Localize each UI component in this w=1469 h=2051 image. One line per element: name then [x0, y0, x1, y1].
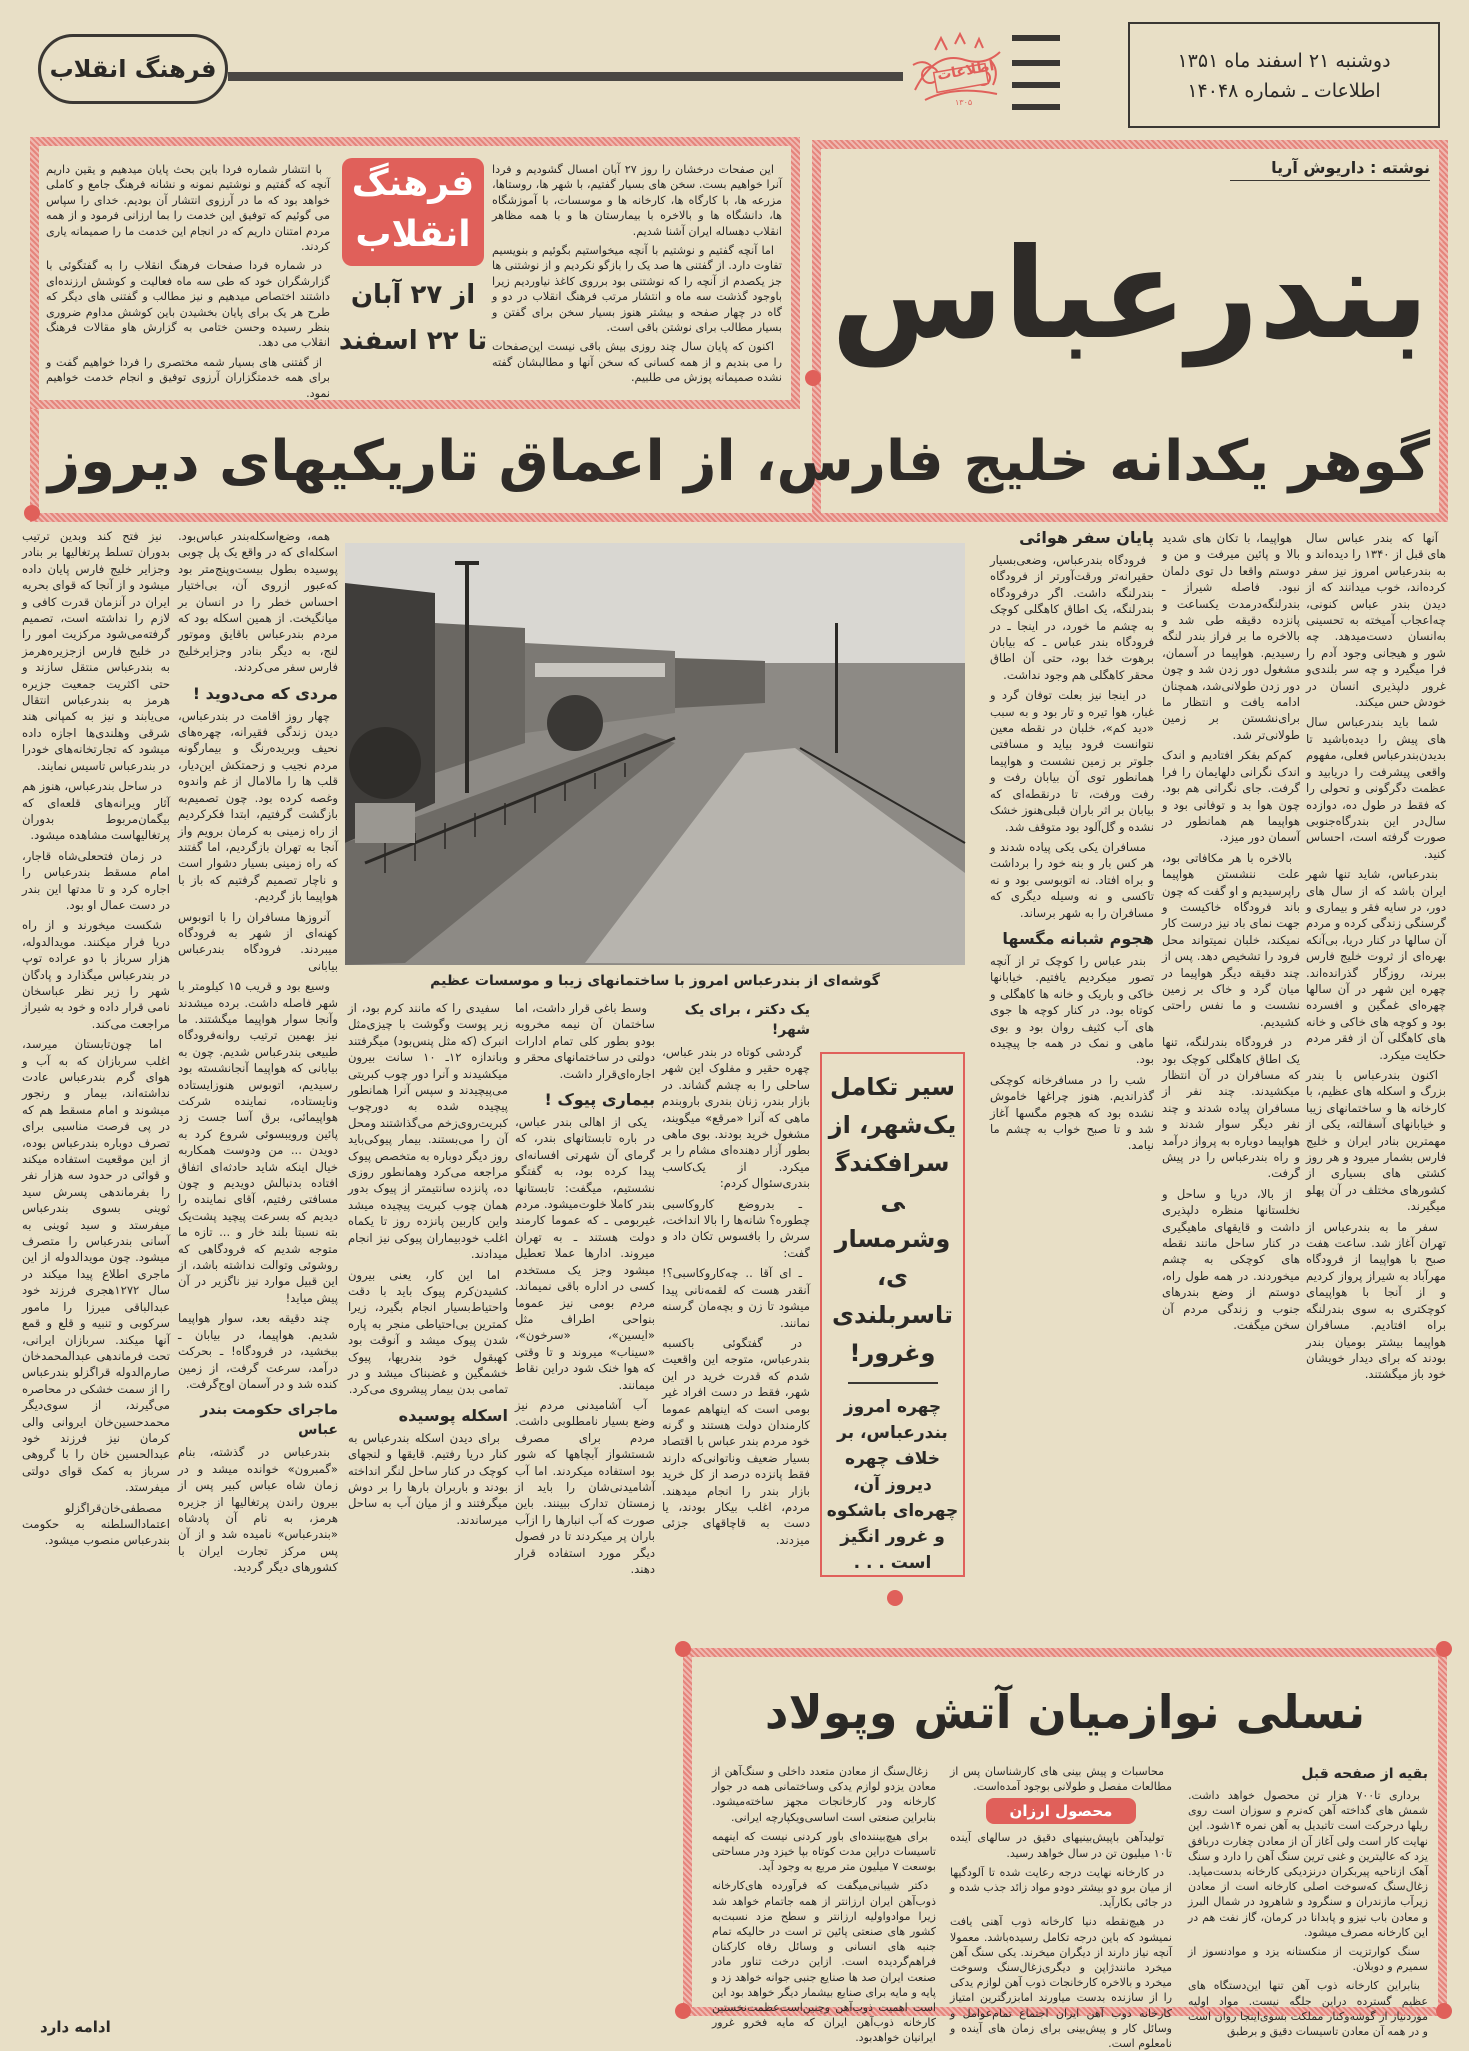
paragraph: بندر عباس را کوچک تر از آنچه تصور میکردیم یافتیم. خیابانها خاکی و باریک و خانه ها کاهگلی و کوتاه بود. در کنار کوچه ها جوی های آب کثیف روان بود و بوی ماهی و نمک در همه جا پیچیده بود.	[990, 953, 1154, 1067]
byline	[1230, 158, 1430, 181]
paragraph: در زمان فتحعلی‌شاه قاجار، امام مسقط بندرعباس را اجاره کرد و تا مدتها این بندر در دست عمال او بود.	[22, 848, 170, 912]
article-column	[1162, 530, 1300, 1610]
article-column	[348, 1000, 508, 2012]
paragraph: نیز فتح کند وبدین ترتیب بدوران تسلط پرتغالیها بر بنادر وجزایر خلیج فارس پایان داده میشود و از آنجا که قوای بحریه ایران در آنزمان قدرت کافی و لازم را نداشته است، تصمیم گرفته‌می‌شود مرکزیت امور را در خلیج فارس ازجزیره‌هرمز به بندرعباس منتقل سازند و حتی اکثریت جمعیت جزیره هرمز به بندرعباس انتقال می‌یابند و نیز به کمپانی هند شرقی وهلندی‌ها اجازه داده میشود که تجارتخانه‌های خودرا در بندرعباس تاسیس نمایند.	[22, 529, 170, 773]
masthead-bar	[1012, 82, 1060, 88]
paragraph: بندرعباس در گذشته، بنام «گمبرون» خوانده میشد و در زمان شاه عباس کبیر پس از بیرون راندن پرتغالیها از جزیره هرمز، به نام آن پادشاه «بندرعباس» نامیده شد و از آن پس مرکز تجارت ایران با کشورهای دیگر گردید.	[178, 1445, 338, 1575]
paragraph: مصطفی‌خان‌قراگزلو اعتمادالسلطنه به حکومت بندرعباس منصوب میشود.	[22, 1500, 170, 1548]
section-badge-label: فرهنگ انقلاب	[49, 55, 217, 83]
column-heading: پایان سفر هوائی	[1019, 528, 1154, 547]
paragraph: در گفتگوئی باکسبه بندرعباس، متوجه این واقعیت شدم که قدرت خرید در این شهر، فقط در دست افراد غیر بومی است که اینهاهم عموما کارمندان دولت هستند و گرنه خود مردم بندر عباس با اقتصاد بسیار ضعیف وناتوانی‌که دارند فقط پانزده درصد از کل خرید بازار بندر را انجام میدهند. مردم، اغلب بیکار بودند، یا دست به قاچاقهای جزئی میزدند.	[662, 1335, 810, 1547]
paragraph: شب را در مسافرخانه کوچکی گذراندیم. هنوز چراغها خاموش نشده بود که هجوم مگسها آغاز شد و تا صبح خواب به چشم ما نیامد.	[990, 1072, 1154, 1153]
article-column	[515, 1000, 655, 2012]
paragraph: برداری تا۷۰۰ هزار تن محصول خواهد داشت. شمش های گداخته آهن که‌نرم و سوزان است روی ریلها درحرکت است تاتبدیل به آهن نمره ۱۴شود. این نهایت کار است ولی آغاز آن از معادن چغارت دربافق یزد که عالیترین و غنی ترین سنگ آهن را دارد و سنگ آهک ازناحیه پیربکران در‌نزدیکی کارخانه بدست‌میاید. زغال‌سنگ که‌سوخت اصلی کارخانه است از معادن زیرآب مازندران و سنگرود و شاهرود در شمال البرز و معادن باب نیزو و پابدانا در کرمان، گاز نفت هم در این کارخانه مصرف میشود.	[1188, 1789, 1428, 1939]
steel-column-left	[712, 1764, 936, 2045]
paragraph: آنها که بندر عباس سال های قبل از ۱۳۴۰ را دیده‌اند و به بندرعباس امروز نیز سفر کرده‌اند، خوب میدانند که از دیدن بندر عباس کنونی، چه‌اعجاب آمیخته به تحسینی به‌انسان دست‌میدهد. چه شور و هیجانی وجود آدم را فرا میگیرد و چه سر بلندی‌و غرور دلپذیری انسان در خودش حس میکند.	[1306, 531, 1446, 710]
paragraph: فرودگاه بندرعباس، وضعی‌بسیار حقیرانه‌تر ورقت‌آورتر از فرودگاه بندرلنگه داشت. اگر درفرودگاه بندرلنگه، یک اطاق کاهگلی کوچک به چشم ما خورد، در اینجا ـ در فرودگاه بندر عباس ـ که بیابان برهوت خدا بود، حتی آن اطاق محقر کاهگلی هم وجود نداشت.	[990, 553, 1154, 682]
paragraph: کم‌کم بفکر افتادیم و اندک اندک نگرانی دلهایمان را فرا گرفت. جای نگرانی هم بود. چون هوا بد و توفانی بود و هواپیما هم همانطور در آسمان دور میزد.	[1162, 748, 1300, 845]
logo-year: ۱۳۰۵	[955, 98, 973, 107]
paragraph: در کارخانه نهایت درجه رعایت شده تا آلودگیها از میان برو دو بیشتر دودو مواد زائد جذب شده و در جائی بکارآید.	[950, 1865, 1172, 1910]
date-box	[1128, 22, 1440, 128]
intro-paragraph: با انتشار شماره فردا باین بحث پایان میدهیم و یقین داریم آنچه که گفتیم و نوشتیم نمونه و نشانه فرهنگ جامع و کاملی خواهد بود که ما در آرزوی انتشار آن بودیم. خدای را سپاس می گوئیم که توفیق این خدمت را بما ارزانی فرمود و از همه مردم امتنان داریم که در انجام این خدمت ما را صمیمانه یاری کردند.	[46, 163, 330, 254]
intro-paragraph: در شماره فردا صفحات فرهنگ انقلاب را به گفتگوئی با گزارشگران خود که طی سه ماه فعالیت و کوشش ارزنده‌ای داشتند اختصاص میدهیم و نیز مطالب و گفتنی های دیگر که طرح هر یک برای پایان بخشیدن باین کوشش مداوم ضروری بنظر رسیده وحسن ختامی به گزارش هاو مقالات فرهنگ انقلاب می دهد.	[46, 259, 330, 350]
street-photo	[345, 543, 965, 965]
paragraph: وسط باغی قرار داشت، اما ساختمان آن نیمه مخروبه بودو بطور کلی تمام ادارات دولتی در ساختمانهای محقر و اجاره‌ای‌قرار داشت.	[515, 1001, 655, 1081]
article-title: بندرعباس	[831, 222, 1429, 367]
frame-corner-dot	[1436, 1641, 1452, 1657]
paragraph: زغال‌سنگ از معادن متعدد داخلی و سنگ‌آهن از معادن یزدو لوازم یدکی وساختمانی همه در جوار کارخانه ودر کارخانجات مجهز ساخته‌میشود. بنابراین صنعتی است اساسی‌ویکپارچه ایرانی.	[712, 1765, 936, 1824]
intro-paragraph: اکنون که پایان سال چند روزی بیش باقی نیست این‌صفحات را می بندیم و از همه کسانی که سخن آنها و مطالبشان گفته نشده صمیمانه پوزش می طلبیم.	[492, 340, 782, 385]
highlight-deck: چهره امروز بندرعباس، بر خلاف چهره دیروز آن، چهره‌ای باشکوه و غرور انگیز است . . .	[826, 1396, 959, 1573]
intro-badge	[342, 158, 484, 266]
steel-column-right	[1188, 1764, 1428, 2039]
paragraph: مسافران یکی یکی پیاده شدند و هر کس بار و بنه خود را برداشت و براه افتاد. نه اتوبوسی بود و نه تاکسی و نه وسیله دیگری که مسافران را به شهر برساند.	[990, 839, 1154, 920]
column-heading: یک دکتر ، برای یک شهر!	[684, 1002, 810, 1038]
highlight-divider	[848, 1382, 938, 1384]
article-column	[990, 528, 1154, 1610]
intro-badge-line2: انقلاب	[355, 214, 471, 255]
paragraph: در هیچ‌نقطه دنیا کارخانه ذوب آهنی یافت نمیشود که باین درجه تکامل رسیده‌باشد. معمولا آنچه نیاز دارند از دیگران میخرند. یکی سنگ آهن میخرد مانندژاپن و دیگری‌زغال‌سنگ وسوخت میخرد و بالاخره کارخانجات ذوب آهن لوازم یدکی را از سازنده بدست میاورند امابزرگترین امتیاز کارخانه ذوب آهن ایران اجتماع تمام‌عوامل و وسائل کار و پیش‌بینی برای زمان های آینده و نامعلوم است.	[950, 1915, 1172, 2051]
paragraph: محاسبات و پیش بینی های کارشناسان پس از مطالعات مفصل و طولانی بوجود آمده‌است.	[950, 1765, 1172, 1794]
intro-paragraph: این صفحات درخشان را روز ۲۷ آبان امسال گشودیم و فردا آنرا خواهیم بست. سخن های بسیار گفتیم، با شهر ها، روستاها، مزرعه ها، با کارگاه ها، کارخانه ها و موسسات، با آموزشگاه ها، دانشگاه ها و بالاخره با بیمارستان ها و با همه مظاهر انقلاب دهساله ایران آشنا شدیم.	[492, 163, 782, 238]
paragraph: در اینجا نیز بعلت توفان گرد و غبار، هوا تیره و تار بود و به سبب «دید کم»، خلبان در نقطه معین نتوانست فرود بیاید و مسافتی جلوتر بر زمین نشست و هواپیما همانطور توی آن بیابان رفت و رفت ورفت، تا درنقطه‌ای که بیابان بر اثر باران قبلی‌هنوز خشک نشده و گل‌آلود بود متوقف شد.	[990, 688, 1154, 834]
paragraph: اکنون بندرعباس با بندر بزرگ و اسکله های عظیم، با کارخانه ها و ساختمانهای زیبا و خیابانهای آسفالته، یکی از مهمترین بنادر ایران و خلیج فارس بشمار میرود و هر روز کشتی های بسیاری از کشورهای مختلف در آن پهلو میگیرند.	[1306, 1068, 1446, 1214]
frame-corner-dot	[805, 370, 821, 386]
column-heading: اسکله پوسیده	[398, 1405, 508, 1425]
steel-column-middle	[950, 1764, 1172, 2051]
frame-corner-dot	[24, 505, 40, 521]
cheap-product-subheading	[986, 1798, 1136, 1824]
intro-paragraph: از گفتنی های بسیار شمه مختصری را فردا خواهیم گفت و برای همه خدمتگزاران آرزوی توفیق و انجام خدمت خواهیم نمود.	[46, 355, 330, 400]
paragraph: اما چون‌تابستان میرسد، اغلب سربازان که به آب و هوای گرم بندرعباس عادت نداشته‌اند، بیمار و رنجور میشوند و امام مسقط هم که در پی فرصت مناسبی برای تصرف دوباره بندرعباس بوده، از این موقعیت استفاده میکند و قوائی در حدود سه هزار نفر را بفرماندهی پسرش سید ثوینی بسوی بندرعباس میفرستد و سید ثوینی به آسانی بندرعباس را متصرف میشود. چون مویدالدوله از این ماجری اطلاع پیدا میکند در سال ۱۲۷۲هجری فرزند خود عبدالباقی میرزا را مامور سرکوبی و تنبیه و قلع و قمع آنها میکند. سربازان ایرانی، تحت فرماندهی عبدالمحمدخان صارم‌الدوله قراگزلو بندرعباس را از سمت خشکی در محاصره می‌گیرند، از سوی‌دیگر محمدحسین‌خان ایروانی والی کرمان نیز فرزند خود عبدالحسین خان را با گروهی سرباز به کمک قوای دولتی میفرستد.	[22, 1037, 171, 1495]
logo-text: اطلاعات	[936, 58, 996, 84]
paragraph: شکست میخورند و از راه دریا فرار میکنند. مویدالدوله، هزار سرباز با دو عراده توپ در بندرعباس میگذارد و پادگان شهر را زیر نظر عباسخان نامی قرار داده و خود به شیراز مراجعت می‌کند.	[22, 918, 170, 1031]
masthead-bar	[1012, 60, 1060, 66]
column-heading: ماجرای حکومت بندر عباس	[200, 1402, 338, 1439]
photo-caption: گوشه‌ای از بندرعباس امروز با ساختمانهای زیبا و موسسات عظیم	[430, 973, 880, 989]
street-photo-image	[345, 543, 965, 965]
paragraph: از بالا، دریا و ساحل و نخلستانها منظره دلپذیری داشت و قایقهای ماهیگیری در کنار ساحل مانند نقطه های کوچکی به چشم میخوردند. در همه طول راه، دوستم از وضع بندرهای جنوب و زندگی مردم آن سخن میگفت.	[1162, 1186, 1300, 1333]
issue-line: اطلاعات ـ شماره ۱۴۰۴۸	[1187, 80, 1381, 102]
paragraph: بالاخره با هر مکافاتی بود، علت ننشستن هواپیما راپرسیدیم و او گفت که چون باند فرودگاه خاکیست و جهت نمای باد نیز درست کار نمیکند، خلبان نمیتواند محل فرود را تشخیص دهد. پس از چند دقیقه دیگر هواپیما در میان گرد و خاک بر زمین نشست و ما نفس راحتی کشیدیم.	[1162, 850, 1300, 1029]
article-subtitle: گوهر یکدانه خلیج فارس، از اعماق تاریکیهای دیروز	[47, 429, 1431, 494]
byline-text: نوشته : داریوش آریا	[1271, 158, 1430, 177]
highlight-headline: سیر تکامل یک‌شهر، از سرافکندگی وشرمساری، تاسربلندی وغرور!	[828, 1073, 957, 1367]
paragraph: دکتر شیبانی‌میگفت که فرآورده های‌کارخانه ذوب‌آهن ایران ارزانتر از همه جاتمام خواهد شد زیرا موادواولیه ارزانتر و سطح مزد نسبت‌به کشور های صنعتی پائین تر است در حالیکه تمام جنبه های انسانی و وسائل رفاه کارکنان فراهم‌گردیده است. ازاین درخت تناور مادر صنعت ایران صد ها صنایع جنبی جوانه خواهد زد و پایه و مایه برای صنایع بیشمار دیگر خواهد بود این است اهمیت ذوب‌آهن وچنین‌است‌عظمت‌نخستین کارخانه ذوب‌آهن ایران که مایه فخرو غرور ایرانیان خواهدبود.	[712, 1879, 936, 2045]
intro-paragraph: اما آنچه گفتیم و نوشتیم با آنچه میخواستیم بگوئیم و بنویسیم تفاوت دارد. از گفتنی ها صد یک را بازگو نکردیم و از نوشتنی ها جز یکصدم از آنچه را که نوشتنی بود برروی کاغذ نیاوردیم زیرا باوجود گذشت سه ماه و انتشار مرتب فرهنگ انقلاب در دو و گاه در چهار صفحه و بیشتر هنوز بسیار سخن برای گفتن و بسیار مطالب برای نوشتن باقی است.	[492, 244, 782, 335]
paragraph: شما باید بندرعباس سال های پیش را دیده‌باشید تا بدیدن‌بندرعباس فعلی، مفهوم واقعی پیشرفت را دریابید و عظمت دگرگونی و تحولی را که فقط در طول ده، دوازده سال‌در این بندرگاه‌جنوبی صورت گرفته است، احساس کنید.	[1306, 715, 1446, 861]
paragraph: ـ ای آقا .. چه‌کاروکاسبی؟! آنقدر هست که لقمه‌نانی پیدا میشود تا زن و بچه‌مان گرسنه نمانند.	[662, 1266, 810, 1330]
frame-corner-dot	[675, 2003, 691, 2019]
date-line: دوشنبه ۲۱ اسفند ماه ۱۳۵۱	[1177, 50, 1391, 72]
article-column	[178, 528, 338, 2012]
intro-left-text	[46, 162, 330, 398]
paragraph: بنابراین کارخانه ذوب آهن تنها این‌دستگاه های عظیم گسترده دراین جلگه نیست. مواد اولیه موردنیاز از گوشه‌وکنار مملکت بسوی‌اینجا روان است و در همه آن معادن تاسیسات دقیق و برطبق	[1188, 1979, 1428, 2039]
highlight-box	[820, 1052, 965, 1577]
article-column	[1306, 530, 1446, 1610]
column-heading: مردی که می‌دوید !	[192, 683, 338, 703]
article-column	[662, 1000, 810, 1612]
continued-label: ادامه دارد	[40, 2018, 111, 2036]
paragraph: آب آشامیدنی مردم نیز وضع بسیار نامطلوبی داشت. مردم برای مصرف شستشواز آبچاهها که شور بود استفاده میکردند. اما آب آشامیدنی‌شان را باید از زمستان تدارک ببینند. باین صورت که آب انبارها را ازآب باران پر میکردند تا در فصول دیگر مورد استفاده قرار دهند.	[515, 1397, 655, 1576]
continued-from-heading: بقیه از صفحه قبل	[1301, 1766, 1428, 1782]
section-badge	[38, 34, 228, 104]
range-line1: از ۲۷ آبان	[350, 280, 476, 310]
paragraph: در ساحل بندرعباس، هنوز هم آثار ویرانه‌های قلعه‌ای که بیگمان‌مربوط بدوران پرتغالیهاست مشاهده میشود.	[22, 779, 170, 843]
paragraph: سفیدی را که مانند کرم بود، از زیر پوست وگوشت با چیزی‌مثل انبرک (که مثل پنس‌بود) میگرفتند وباندازه ۱۲ـ ۱۰ سانت بیرون میکشیدند و آنرا دور چوب کبریتی می‌پیچیدند و سپس آنرا همانطور پیچیده شده به دورچوب کبریت‌روی‌زخم می‌گذاشتند ومحل آن را می‌بستند. بیمار پیوکی‌باید روز دیگر دوباره به متخصص پیوک مراجعه می‌کرد وهمانطور روزی ده، پانزده سانتیمتر از پیوک بدور همان چوب کبریت پیچیده میشد واین کاربین پانزده روز تا یکماه اغلب خودبیماران پیوکی نیز انجام میدادند.	[348, 1001, 508, 1262]
paragraph: ـ بدروضع کاروکاسبی چطوره؟ شانه‌ها را بالا انداخت، سرش را بافسوس تکان داد و گفت:	[662, 1196, 810, 1260]
masthead-bar	[1012, 35, 1060, 41]
frame-corner-dot	[675, 1641, 691, 1657]
masthead-bar	[1012, 104, 1060, 110]
column-heading: بیماری پیوک !	[544, 1090, 655, 1110]
paragraph: چهار روز اقامت در بندرعباس، دیدن زندگی فقیرانه، چهره‌های نحیف وبریده‌رنگ و بیمارگونه مردم نجیب و زحمتکش این‌دیار، قلب ها را مالامال از غم واندوه وغصه کرده بود. چون تصمیم‌به بازگشت گرفتیم، ابتدا فکرکردیم از راه زمینی به کرمان برویم واز آنجا به تهران بازگردیم، اما گفتند که راه زمینی بسیار دشوار است و ناچار تصمیم گرفتیم که باز با هواپیما باز گردیم.	[178, 708, 338, 904]
intro-date-range	[338, 272, 488, 364]
paragraph: سنگ کوارتزیت از منکستانه یزد و موادنسوز از سمیرم و دوبلان.	[1188, 1945, 1428, 1974]
paragraph: یکی از اهالی بندر عباس، در باره تابستانهای بندر، که گرمای آن شهرتی افسانه‌ای پیدا کرده بود، به گفتگو نشستیم، میگفت: تابستانها بندر کاملا خلوت‌میشود. مردم غیربومی ـ که عموما کارمند دولت هستند ـ به تهران میروند. ادارها عملا تعطیل میشود وجز یک مستخدم کسی در اداره باقی نمیماند. مردم بومی نیز عموما بنواحی اطراف مثل «ایسین»، «سرخون»، «سیناب» میروند و تا وقتی که هوا خنک شود دراین نقاط میمانند.	[515, 1115, 655, 1392]
paragraph: در فرودگاه بندرلنگه، تنها یک اطاق کاهگلی کوچک بود که مسافران در آن انتظار میکشیدند. چند نفر از مسافران پیاده شدند و چند نفر دیگر سوار شدند و هواپیما دوباره به پرواز درآمد و راه بندرعباس را در پیش گرفت.	[1162, 1035, 1300, 1181]
paragraph: برای دیدن اسکله بندرعباس به کنار دریا رفتیم. قایقها و لنجهای کوچک در کنار ساحل لنگر انداخته بودند و باربران بارها را بر دوش میگرفتند و از میان آب به ساحل میرساندند.	[348, 1430, 508, 1527]
paragraph: تولیدآهن باپیش‌بینیهای دقیق در سالهای آینده تا۱۰ میلیون تن در سال خواهد رسید.	[950, 1831, 1172, 1860]
paragraph: برای هیچ‌بیننده‌ای باور کردنی نیست که اینهمه تاسیسات دراین مدت کوتاه بپا خیزد ودر مساحتی بوسعت ۷ میلیون متر مربع به وجود آید.	[712, 1829, 936, 1874]
paragraph: سفر ما به بندرعباس از تهران آغاز شد. ساعت هفت صبح با هواپیما از فرودگاه مهرآباد به شیراز پرواز کردیم و از آنجا با هواپیمای کوچکتری به سوی بندرلنگه براه افتادیم. مسافران هواپیما بیشتر بومیان بندر بودند که برای دیدار خویشان خود باز میگشتند.	[1306, 1219, 1446, 1382]
paragraph: آنروزها مسافران را با اتوبوس کهنه‌ای از شهر به فرودگاه میبردند. فرودگاه بندرعباس بیابانی	[178, 909, 338, 973]
paragraph: گردشی کوتاه در بندر عباس، چهره حقیر و مفلوک این شهر ساحلی را به چشم گشاند. در بازار بندر، زنان بندری باروبندم ماهی که آنرا «مرقع» میگویند، مشغول خرید بودند. بوی ماهی بطور آزار دهنده‌ای مشام را بر میکرد. از یک‌کاسب بندری‌سئوال کردم:	[662, 1045, 810, 1191]
paragraph: وسیع بود و قریب ۱۵ کیلومتر با شهر فاصله داشت. برده میشدند وآنجا سوار هواپیما میگشتند. ما نیز بهمین ترتیب روانه‌فرودگاه طبیعی بندرعباس شدیم. چون به بیابانی که هواپیما آنجانشسته بود رسیدیم، اتوبوس هنوزایستاده ونایستاده، نماینده شرکت هواپیمائی، برق آسا جست زد پائین ورویبسوئی شروع کرد به دویدن ... من ودوست همکاربه خیال اینکه شاید حادثه‌ای اتفاق افتاده بدنبالش دویدیم و چون مسافتی رفتیم، آقای نماینده را دیدیم که بسرعت پیچید پشت‌یک بته نسبتا بلند خار و ... تازه ما متوجه شدیم که فرودگاهی که روشوئی وتوالت نداشته باشد، از این قبیل موارد نیز ناگزیر در آن پیش میاید!	[178, 979, 338, 1305]
subheading-label: محصول ارزان	[1009, 1802, 1113, 1821]
article-column	[22, 528, 170, 2012]
newspaper-logo	[905, 30, 1007, 112]
intro-right-text	[492, 162, 782, 398]
frame-corner-dot	[1436, 2003, 1452, 2019]
steel-article-title: نسلی نوازمیان آتش وپولاد	[764, 1685, 1366, 1739]
paragraph: چند دقیقه بعد، سوار هواپیما شدیم. هواپیما، در بیابان ـ ببخشید، در فرودگاه! ـ بحرکت درآمد، سرعت گرفت، از زمین کنده شد و در آسمان اوج‌گرفت.	[178, 1311, 338, 1391]
paragraph: بندرعباس، شاید تنها شهر ایران باشد که از سال های دور، در سایه فقر و بیماری و گرسنگی زندگی کرده و مردم آن سالها در کنار دریا، بی‌آنکه بهره‌ای از ثروت خلیج فارس ببرند، روزگار گذرانده‌اند. چهره این شهر در آن سالها چهره‌ای غمگین و افسرده بود و کوچه های خاکی و خانه های کاهگلی آن از فقر مردم حکایت میکرد.	[1306, 867, 1446, 1062]
intro-badge-line1: فرهنگ	[351, 163, 475, 204]
box-dot	[887, 1590, 903, 1606]
paragraph: همه، وضع‌اسکله‌بندر عباس‌بود. اسکله‌ای که در واقع یک پل چوبی پوسیده بطول بیست‌وپنج‌متر بود که‌عبور ازروی آن، بی‌اختیار احساس خطر را در انسان بر میانگیخت. از همین اسکله بود که مردم بندرعباس باقایق وموتور لنج، به دیگر بنادر وجزایرخلیج فارس سفر می‌کردند.	[178, 529, 338, 675]
paragraph: اما این کار، یعنی بیرون کشیدن‌کرم پیوک باید با دقت واحتیاط‌بسیار انجام بگیرد، زیرا کمترین بی‌احتیاطی منجر به پاره شدن پیوک میشد و آنوقت بود کهبقول خود بندریها، پیوک خشمگین و غضبناک میشد و در تمامی بدن بیمار پیشروی می‌کرد.	[348, 1267, 508, 1397]
column-heading: هجوم شبانه مگسها	[1002, 928, 1154, 948]
paragraph: هواپیما، با تکان های شدید بالا و پائین میرفت و من و دوستم واقعا دل توی دلمان نبود. فاصله شیراز ـ بندرلنگه‌درمدت یکساعت و پانزده دقیقه طی شد و بالاخره ما بر فراز بندر لنگه رسیدیم. هواپیما در آسمان، مشغول دور زدن شد و چون دور زدن طولانی‌شد، همچنان ادامه یافت و انتظار ما برای‌نشستن بر زمین طولانی‌تر شد.	[1162, 531, 1300, 742]
range-line2: تا ۲۲ اسفند	[338, 326, 488, 356]
masthead-line	[228, 72, 903, 81]
